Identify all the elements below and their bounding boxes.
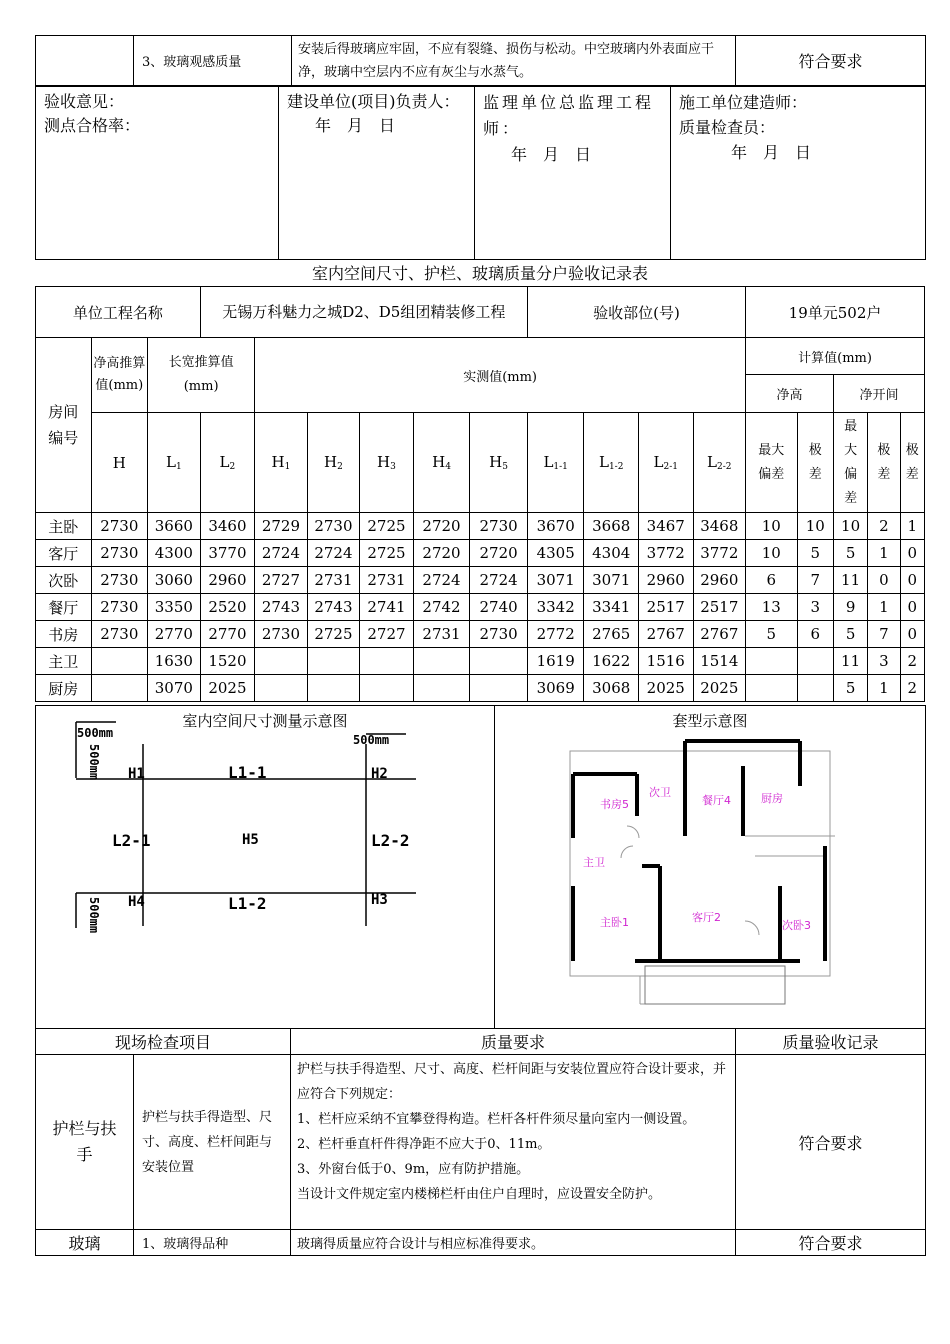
measure-cell: 3070 — [148, 675, 201, 702]
measure-cell — [470, 648, 528, 675]
top-table — [35, 35, 926, 86]
col-H5: $H_5$ — [470, 413, 528, 513]
measure-cell: 11 — [833, 648, 867, 675]
floorplan-master-bath: 主卫 — [583, 856, 605, 869]
label-H1: H1 — [128, 766, 145, 782]
measure-cell: 2025 — [638, 675, 693, 702]
measure-cell: 2730 — [91, 540, 148, 567]
measure-cell: 2517 — [638, 594, 693, 621]
floorplan-dining: 餐厅4 — [702, 794, 731, 807]
measure-cell — [470, 675, 528, 702]
measure-cell: 3772 — [693, 540, 746, 567]
measure-cell: 2 — [868, 513, 900, 540]
measure-cell: 2725 — [307, 621, 360, 648]
measure-cell: 2724 — [255, 540, 308, 567]
measure-cell: 6 — [746, 567, 798, 594]
railing-req-2: 2、栏杆垂直杆件得净距不应大于0、11m。 — [297, 1137, 551, 1152]
measure-cell: 2720 — [413, 540, 470, 567]
measure-cell: 1 — [868, 540, 900, 567]
table-row — [36, 594, 925, 621]
dim-500-vertical-1: 500mm — [87, 744, 101, 781]
measure-cell: 2727 — [360, 621, 414, 648]
measure-cell — [413, 648, 470, 675]
measure-cell: 2770 — [148, 621, 201, 648]
contractor-engineer-label: 施工单位建造师： — [679, 93, 808, 112]
measure-cell: 6 — [797, 621, 833, 648]
label-H4: H4 — [128, 894, 145, 910]
measure-cell: 2740 — [470, 594, 528, 621]
measure-cell: 1516 — [638, 648, 693, 675]
measure-cell: 4304 — [584, 540, 639, 567]
measure-cell: 2767 — [638, 621, 693, 648]
measurement-diagram — [36, 706, 495, 1028]
room-name: 餐厅 — [36, 594, 92, 621]
measure-cell: 0 — [900, 594, 924, 621]
measure-cell: 3 — [797, 594, 833, 621]
measure-cell: 2720 — [470, 540, 528, 567]
measure-cell — [413, 675, 470, 702]
railing-result: 符合要求 — [736, 1055, 926, 1230]
measure-cell: 5 — [833, 621, 867, 648]
measure-cell: 3069 — [527, 675, 584, 702]
lw-est-header: 长宽推算值(mm) — [148, 338, 255, 413]
room-name: 书房 — [36, 621, 92, 648]
measure-cell: 3772 — [638, 540, 693, 567]
quality-inspector-label: 质量检查员： — [679, 118, 776, 137]
table-row — [36, 648, 925, 675]
measure-cell — [255, 648, 308, 675]
measure-cell — [307, 648, 360, 675]
measure-cell: 2725 — [360, 513, 414, 540]
acceptance-opinion-label: 验收意见： — [44, 92, 125, 111]
measured-header: 实测值(mm) — [255, 338, 746, 413]
floorplan-kitchen: 厨房 — [761, 792, 783, 805]
col-H1: $H_1$ — [255, 413, 308, 513]
railing-req-intro: 护栏与扶手得造型、尺寸、高度、栏杆间距与安装位置应符合设计要求，并应符合下列规定： — [297, 1062, 727, 1102]
measure-cell: 2730 — [91, 594, 148, 621]
railing-req-note: 当设计文件规定室内楼梯栏杆由住户自理时，应设置安全防护。 — [297, 1187, 662, 1202]
table-row — [36, 675, 925, 702]
dim-500-vertical-2: 500mm — [87, 897, 101, 934]
location-label: 验收部位(号) — [527, 287, 745, 338]
measure-cell — [797, 648, 833, 675]
measure-cell: 4300 — [148, 540, 201, 567]
measure-cell: 2765 — [584, 621, 639, 648]
room-name: 主卧 — [36, 513, 92, 540]
glass-appearance-result: 符合要求 — [736, 36, 926, 86]
measure-cell: 3670 — [527, 513, 584, 540]
measure-cell: 2731 — [307, 567, 360, 594]
measure-cell: 3342 — [527, 594, 584, 621]
measure-cell: 2720 — [413, 513, 470, 540]
measure-cell: 3660 — [148, 513, 201, 540]
measure-cell: 10 — [746, 540, 798, 567]
project-name: 无锡万科魅力之城D2、D5组团精装修工程 — [200, 287, 527, 338]
measure-cell: 2772 — [527, 621, 584, 648]
measure-cell: 2724 — [470, 567, 528, 594]
measure-cell: 2743 — [255, 594, 308, 621]
measure-cell: 0 — [900, 621, 924, 648]
measure-cell: 0 — [900, 540, 924, 567]
col-L11: $L_{1-1}$ — [527, 413, 584, 513]
measure-cell — [797, 675, 833, 702]
measure-cell: 3460 — [200, 513, 255, 540]
measure-cell — [360, 648, 414, 675]
col-range: 极差 — [797, 413, 833, 513]
calculated-header: 计算值(mm) — [746, 338, 925, 375]
railing-item: 护栏与扶手得造型、尺寸、高度、栏杆间距与安装位置 — [134, 1055, 291, 1230]
measure-cell: 1619 — [527, 648, 584, 675]
measure-cell: 3467 — [638, 513, 693, 540]
measure-cell — [746, 675, 798, 702]
table-row — [36, 621, 925, 648]
measure-cell: 1630 — [148, 648, 201, 675]
clear-height-est-header: 净高推算值(mm) — [91, 338, 148, 413]
floorplan-master-bedroom: 主卧1 — [600, 916, 629, 929]
measure-cell: 10 — [746, 513, 798, 540]
measure-cell: 3 — [868, 648, 900, 675]
quality-record-header: 质量验收记录 — [736, 1029, 926, 1055]
floorplan-living-room: 客厅2 — [692, 911, 721, 924]
measure-cell: 7 — [868, 621, 900, 648]
room-name: 客厅 — [36, 540, 92, 567]
measure-cell: 2025 — [200, 675, 255, 702]
measure-cell: 1622 — [584, 648, 639, 675]
col-H2: $H_2$ — [307, 413, 360, 513]
glass-appearance-item: 3、玻璃观感质量 — [134, 36, 292, 86]
project-label: 单位工程名称 — [36, 287, 201, 338]
glass-appearance-requirement: 安装后得玻璃应牢固，不应有裂缝、损伤与松动。中空玻璃内外表面应干净，玻璃中空层内不应有灰尘与水蒸气。 — [292, 36, 736, 86]
label-H5: H5 — [242, 832, 259, 848]
room-name: 厨房 — [36, 675, 92, 702]
measure-cell — [360, 675, 414, 702]
measure-cell: 2743 — [307, 594, 360, 621]
measure-cell: 2730 — [91, 567, 148, 594]
measure-cell: 1 — [868, 594, 900, 621]
measure-cell: 2730 — [470, 621, 528, 648]
measure-cell: 2731 — [413, 621, 470, 648]
measure-cell: 2724 — [413, 567, 470, 594]
signature-table — [35, 86, 926, 260]
glass-variety-result: 符合要求 — [736, 1230, 926, 1256]
measure-cell: 3350 — [148, 594, 201, 621]
measure-cell: 3668 — [584, 513, 639, 540]
measure-cell: 7 — [797, 567, 833, 594]
glass-category: 玻璃 — [36, 1230, 134, 1256]
measure-cell: 5 — [746, 621, 798, 648]
col-L22: $L_{2-2}$ — [693, 413, 746, 513]
measure-cell: 13 — [746, 594, 798, 621]
measure-cell: 3068 — [584, 675, 639, 702]
floorplan-second-bath: 次卫 — [649, 786, 671, 799]
measure-cell: 0 — [868, 567, 900, 594]
floorplan-cell — [495, 706, 926, 1029]
railing-requirements — [291, 1055, 736, 1230]
measure-cell: 2742 — [413, 594, 470, 621]
measure-cell: 9 — [833, 594, 867, 621]
railing-req-1: 1、栏杆应采纳不宜攀登得构造。栏杆各杆件须尽量向室内一侧设置。 — [297, 1112, 696, 1127]
measure-cell: 11 — [833, 567, 867, 594]
measure-cell — [255, 675, 308, 702]
measure-cell — [91, 675, 148, 702]
measure-cell: 2960 — [693, 567, 746, 594]
measure-cell: 2960 — [638, 567, 693, 594]
inspection-item-header: 现场检查项目 — [36, 1029, 291, 1055]
measurement-table — [35, 286, 925, 702]
measure-cell: 10 — [833, 513, 867, 540]
measure-cell: 2730 — [470, 513, 528, 540]
col-range2: 极差 — [868, 413, 900, 513]
col-max-dev2: 最大偏差 — [833, 413, 867, 513]
dim-500-top-right: 500mm — [353, 733, 390, 747]
measure-cell: 3770 — [200, 540, 255, 567]
measurement-diagram-cell — [36, 706, 495, 1029]
table-row — [36, 567, 925, 594]
measure-cell: 3468 — [693, 513, 746, 540]
measure-cell: 2730 — [255, 621, 308, 648]
floorplan-study: 书房5 — [600, 798, 629, 811]
measure-cell: 1 — [900, 513, 924, 540]
measure-cell — [91, 648, 148, 675]
dim-500-top-left: 500mm — [77, 726, 114, 740]
label-L2-2: L2-2 — [371, 831, 410, 850]
empty-cell — [36, 36, 134, 86]
measure-cell: 1520 — [200, 648, 255, 675]
col-L1: $L_1$ — [148, 413, 201, 513]
measure-cell: 5 — [833, 675, 867, 702]
measure-cell: 2730 — [307, 513, 360, 540]
measure-cell: 4305 — [527, 540, 584, 567]
net-height-header: 净高 — [746, 375, 834, 413]
railing-req-3: 3、外窗台低于0、9m，应有防护措施。 — [297, 1162, 530, 1177]
measure-cell — [746, 648, 798, 675]
measure-cell: 1 — [868, 675, 900, 702]
measure-cell: 2 — [900, 675, 924, 702]
owner-rep-label: 建设单位(项目)负责人： — [287, 92, 460, 111]
measure-cell: 2729 — [255, 513, 308, 540]
measure-cell: 2520 — [200, 594, 255, 621]
measure-cell: 2731 — [360, 567, 414, 594]
measure-cell: 2724 — [307, 540, 360, 567]
measurement-diagram-caption: 室内空间尺寸测量示意图 — [182, 712, 348, 730]
table-row — [36, 540, 925, 567]
floorplan-diagram — [495, 706, 926, 1028]
table-row — [36, 513, 925, 540]
measure-cell: 2767 — [693, 621, 746, 648]
measure-cell: 2770 — [200, 621, 255, 648]
measure-cell: 3341 — [584, 594, 639, 621]
measure-cell: 2741 — [360, 594, 414, 621]
measure-cell: 2 — [900, 648, 924, 675]
quality-requirement-header: 质量要求 — [291, 1029, 736, 1055]
measure-cell: 10 — [797, 513, 833, 540]
contractor-date: 年 月 日 — [731, 143, 812, 162]
measure-cell: 3071 — [584, 567, 639, 594]
measure-cell: 2730 — [91, 621, 148, 648]
col-max-dev: 最大偏差 — [746, 413, 798, 513]
floorplan-caption: 套型示意图 — [672, 712, 748, 730]
measure-cell: 5 — [797, 540, 833, 567]
owner-date: 年 月 日 — [315, 116, 396, 135]
net-span-header: 净开间 — [833, 375, 924, 413]
col-H3: $H_3$ — [360, 413, 414, 513]
measure-cell: 0 — [900, 567, 924, 594]
label-L1-1: L1-1 — [228, 763, 267, 782]
label-H2: H2 — [371, 766, 388, 782]
diagram-table — [35, 705, 926, 1029]
glass-variety-requirement: 玻璃得质量应符合设计与相应标准得要求。 — [291, 1230, 736, 1256]
label-L2-1: L2-1 — [112, 831, 151, 850]
supervisor-label: 监理单位总监理工程师： — [483, 93, 655, 138]
measure-cell: 2960 — [200, 567, 255, 594]
floorplan-second-bedroom: 次卧3 — [782, 919, 811, 932]
record-title: 室内空间尺寸、护栏、玻璃质量分户验收记录表 — [311, 264, 648, 283]
supervisor-date: 年 月 日 — [511, 145, 592, 164]
col-L2: $L_2$ — [200, 413, 255, 513]
col-L12: $L_{1-2}$ — [584, 413, 639, 513]
measure-cell — [307, 675, 360, 702]
location-value: 19单元502户 — [746, 287, 925, 338]
col-H4: $H_4$ — [413, 413, 470, 513]
railing-category: 护栏与扶手 — [36, 1055, 134, 1230]
measure-cell: 2025 — [693, 675, 746, 702]
col-H: H — [91, 413, 148, 513]
col-range3: 极差 — [900, 413, 924, 513]
measure-cell: 1514 — [693, 648, 746, 675]
col-L21: $L_{2-1}$ — [638, 413, 693, 513]
glass-variety-item: 1、玻璃得品种 — [134, 1230, 291, 1256]
measure-cell: 5 — [833, 540, 867, 567]
measure-cell: 3060 — [148, 567, 201, 594]
measure-cell: 2727 — [255, 567, 308, 594]
measure-cell: 2725 — [360, 540, 414, 567]
label-L1-2: L1-2 — [228, 894, 267, 913]
measure-cell: 2517 — [693, 594, 746, 621]
room-no-header: 房间编号 — [36, 338, 92, 513]
label-H3: H3 — [371, 892, 388, 908]
pass-rate-label: 测点合格率： — [44, 116, 141, 135]
measure-cell: 3071 — [527, 567, 584, 594]
room-name: 主卫 — [36, 648, 92, 675]
data-rows — [36, 513, 925, 702]
room-name: 次卧 — [36, 567, 92, 594]
inspection-table — [35, 1028, 926, 1256]
measure-cell: 2730 — [91, 513, 148, 540]
